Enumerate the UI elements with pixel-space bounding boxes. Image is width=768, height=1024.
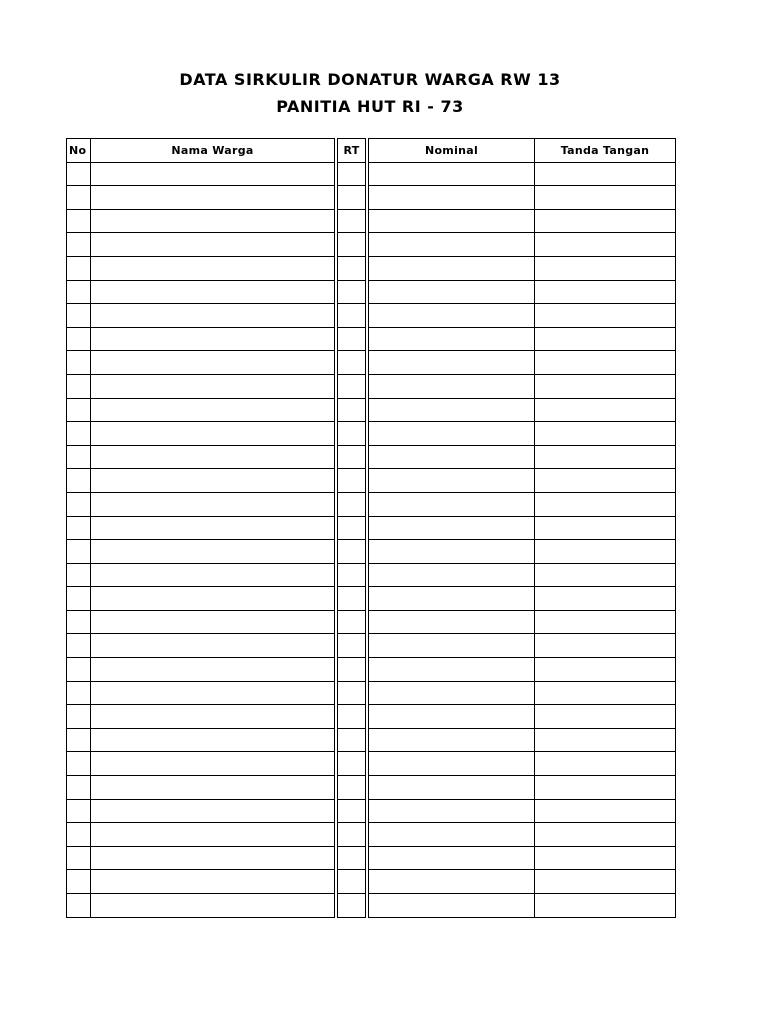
cell-no bbox=[67, 752, 91, 776]
cell-no bbox=[67, 304, 91, 328]
cell-no bbox=[67, 776, 91, 800]
cell-nominal bbox=[369, 587, 535, 611]
table-row bbox=[67, 469, 676, 493]
cell-no bbox=[67, 374, 91, 398]
cell-rt bbox=[338, 186, 366, 210]
cell-no bbox=[67, 870, 91, 894]
cell-nominal bbox=[369, 658, 535, 682]
cell-rt bbox=[338, 351, 366, 375]
cell-tanda-tangan bbox=[535, 799, 676, 823]
cell-rt bbox=[338, 846, 366, 870]
cell-nominal bbox=[369, 351, 535, 375]
cell-nama-warga bbox=[91, 823, 335, 847]
cell-nama-warga bbox=[91, 634, 335, 658]
cell-nama-warga bbox=[91, 516, 335, 540]
cell-nominal bbox=[369, 280, 535, 304]
cell-rt bbox=[338, 587, 366, 611]
cell-rt bbox=[338, 280, 366, 304]
cell-nama-warga bbox=[91, 752, 335, 776]
table-row bbox=[67, 209, 676, 233]
cell-nominal bbox=[369, 894, 535, 918]
cell-tanda-tangan bbox=[535, 327, 676, 351]
column-header-nama-warga: Nama Warga bbox=[91, 139, 335, 163]
cell-nama-warga bbox=[91, 658, 335, 682]
cell-tanda-tangan bbox=[535, 256, 676, 280]
cell-rt bbox=[338, 870, 366, 894]
table-row bbox=[67, 186, 676, 210]
cell-rt bbox=[338, 799, 366, 823]
cell-nominal bbox=[369, 681, 535, 705]
cell-nama-warga bbox=[91, 398, 335, 422]
cell-tanda-tangan bbox=[535, 752, 676, 776]
cell-no bbox=[67, 846, 91, 870]
cell-tanda-tangan bbox=[535, 634, 676, 658]
cell-nominal bbox=[369, 870, 535, 894]
cell-tanda-tangan bbox=[535, 351, 676, 375]
cell-nama-warga bbox=[91, 846, 335, 870]
cell-rt bbox=[338, 398, 366, 422]
cell-no bbox=[67, 351, 91, 375]
cell-nominal bbox=[369, 374, 535, 398]
cell-nominal bbox=[369, 256, 535, 280]
cell-tanda-tangan bbox=[535, 469, 676, 493]
cell-no bbox=[67, 162, 91, 186]
cell-nominal bbox=[369, 186, 535, 210]
cell-rt bbox=[338, 516, 366, 540]
table-row bbox=[67, 799, 676, 823]
table-row bbox=[67, 705, 676, 729]
cell-nominal bbox=[369, 327, 535, 351]
table-row bbox=[67, 233, 676, 257]
cell-rt bbox=[338, 374, 366, 398]
table-row bbox=[67, 398, 676, 422]
cell-tanda-tangan bbox=[535, 540, 676, 564]
table-row bbox=[67, 516, 676, 540]
cell-nominal bbox=[369, 563, 535, 587]
cell-nama-warga bbox=[91, 610, 335, 634]
cell-nama-warga bbox=[91, 186, 335, 210]
cell-nama-warga bbox=[91, 304, 335, 328]
cell-rt bbox=[338, 705, 366, 729]
cell-nama-warga bbox=[91, 445, 335, 469]
cell-tanda-tangan bbox=[535, 658, 676, 682]
table-row bbox=[67, 304, 676, 328]
cell-nama-warga bbox=[91, 256, 335, 280]
cell-rt bbox=[338, 776, 366, 800]
cell-nama-warga bbox=[91, 327, 335, 351]
cell-nominal bbox=[369, 492, 535, 516]
cell-no bbox=[67, 398, 91, 422]
cell-rt bbox=[338, 728, 366, 752]
cell-nominal bbox=[369, 846, 535, 870]
table-row bbox=[67, 162, 676, 186]
table-row bbox=[67, 445, 676, 469]
table-header-row bbox=[67, 139, 676, 163]
table-row bbox=[67, 894, 676, 918]
cell-no bbox=[67, 587, 91, 611]
cell-nominal bbox=[369, 752, 535, 776]
cell-rt bbox=[338, 256, 366, 280]
cell-rt bbox=[338, 445, 366, 469]
cell-tanda-tangan bbox=[535, 304, 676, 328]
cell-tanda-tangan bbox=[535, 398, 676, 422]
cell-rt bbox=[338, 752, 366, 776]
table-row bbox=[67, 634, 676, 658]
cell-nama-warga bbox=[91, 870, 335, 894]
cell-no bbox=[67, 233, 91, 257]
cell-no bbox=[67, 280, 91, 304]
cell-tanda-tangan bbox=[535, 374, 676, 398]
table-row bbox=[67, 563, 676, 587]
cell-nominal bbox=[369, 728, 535, 752]
cell-no bbox=[67, 705, 91, 729]
table-body bbox=[67, 162, 676, 917]
cell-no bbox=[67, 186, 91, 210]
table-row bbox=[67, 610, 676, 634]
cell-nominal bbox=[369, 799, 535, 823]
cell-nama-warga bbox=[91, 209, 335, 233]
table-row bbox=[67, 256, 676, 280]
cell-tanda-tangan bbox=[535, 186, 676, 210]
column-header-nominal: Nominal bbox=[369, 139, 535, 163]
table-row bbox=[67, 280, 676, 304]
cell-tanda-tangan bbox=[535, 587, 676, 611]
cell-no bbox=[67, 492, 91, 516]
cell-tanda-tangan bbox=[535, 563, 676, 587]
cell-rt bbox=[338, 233, 366, 257]
table-row bbox=[67, 351, 676, 375]
cell-no bbox=[67, 516, 91, 540]
cell-rt bbox=[338, 162, 366, 186]
cell-tanda-tangan bbox=[535, 728, 676, 752]
cell-tanda-tangan bbox=[535, 445, 676, 469]
cell-rt bbox=[338, 304, 366, 328]
cell-tanda-tangan bbox=[535, 422, 676, 446]
cell-rt bbox=[338, 610, 366, 634]
table-row bbox=[67, 846, 676, 870]
cell-rt bbox=[338, 894, 366, 918]
cell-no bbox=[67, 563, 91, 587]
cell-no bbox=[67, 422, 91, 446]
cell-tanda-tangan bbox=[535, 209, 676, 233]
table-row bbox=[67, 374, 676, 398]
cell-nama-warga bbox=[91, 280, 335, 304]
table-row bbox=[67, 540, 676, 564]
cell-tanda-tangan bbox=[535, 681, 676, 705]
cell-nominal bbox=[369, 398, 535, 422]
cell-nama-warga bbox=[91, 422, 335, 446]
cell-rt bbox=[338, 422, 366, 446]
table-row bbox=[67, 681, 676, 705]
cell-no bbox=[67, 209, 91, 233]
cell-nominal bbox=[369, 776, 535, 800]
cell-tanda-tangan bbox=[535, 776, 676, 800]
cell-rt bbox=[338, 540, 366, 564]
table-row bbox=[67, 327, 676, 351]
cell-rt bbox=[338, 634, 366, 658]
cell-nama-warga bbox=[91, 894, 335, 918]
cell-nominal bbox=[369, 540, 535, 564]
cell-tanda-tangan bbox=[535, 846, 676, 870]
document-title: DATA SIRKULIR DONATUR WARGA RW 13 bbox=[179, 70, 561, 89]
column-header-tanda-tangan: Tanda Tangan bbox=[535, 139, 676, 163]
cell-tanda-tangan bbox=[535, 233, 676, 257]
cell-nominal bbox=[369, 162, 535, 186]
cell-rt bbox=[338, 209, 366, 233]
cell-nama-warga bbox=[91, 469, 335, 493]
cell-nama-warga bbox=[91, 492, 335, 516]
table-row bbox=[67, 587, 676, 611]
cell-tanda-tangan bbox=[535, 162, 676, 186]
table-row bbox=[67, 752, 676, 776]
cell-nama-warga bbox=[91, 351, 335, 375]
cell-tanda-tangan bbox=[535, 823, 676, 847]
cell-nama-warga bbox=[91, 162, 335, 186]
donor-table bbox=[66, 138, 676, 918]
cell-no bbox=[67, 681, 91, 705]
cell-nominal bbox=[369, 445, 535, 469]
table-row bbox=[67, 823, 676, 847]
cell-no bbox=[67, 823, 91, 847]
cell-no bbox=[67, 445, 91, 469]
cell-nama-warga bbox=[91, 374, 335, 398]
cell-rt bbox=[338, 469, 366, 493]
table-row bbox=[67, 870, 676, 894]
cell-no bbox=[67, 634, 91, 658]
cell-tanda-tangan bbox=[535, 894, 676, 918]
cell-tanda-tangan bbox=[535, 705, 676, 729]
cell-nominal bbox=[369, 304, 535, 328]
cell-nominal bbox=[369, 209, 535, 233]
cell-nominal bbox=[369, 823, 535, 847]
cell-no bbox=[67, 469, 91, 493]
column-header-rt: RT bbox=[338, 139, 366, 163]
cell-nominal bbox=[369, 469, 535, 493]
cell-rt bbox=[338, 492, 366, 516]
cell-tanda-tangan bbox=[535, 280, 676, 304]
document-subtitle: PANITIA HUT RI - 73 bbox=[276, 97, 464, 116]
cell-no bbox=[67, 658, 91, 682]
cell-nominal bbox=[369, 422, 535, 446]
cell-nama-warga bbox=[91, 681, 335, 705]
cell-nama-warga bbox=[91, 705, 335, 729]
cell-no bbox=[67, 894, 91, 918]
cell-tanda-tangan bbox=[535, 492, 676, 516]
cell-nominal bbox=[369, 610, 535, 634]
table-row bbox=[67, 776, 676, 800]
cell-rt bbox=[338, 563, 366, 587]
cell-no bbox=[67, 728, 91, 752]
cell-no bbox=[67, 610, 91, 634]
cell-nominal bbox=[369, 516, 535, 540]
column-header-no: No bbox=[67, 139, 91, 163]
cell-no bbox=[67, 799, 91, 823]
cell-nama-warga bbox=[91, 540, 335, 564]
cell-nama-warga bbox=[91, 233, 335, 257]
cell-rt bbox=[338, 681, 366, 705]
cell-nama-warga bbox=[91, 776, 335, 800]
cell-tanda-tangan bbox=[535, 610, 676, 634]
cell-rt bbox=[338, 658, 366, 682]
cell-nominal bbox=[369, 233, 535, 257]
table-row bbox=[67, 728, 676, 752]
cell-rt bbox=[338, 327, 366, 351]
cell-no bbox=[67, 256, 91, 280]
table-row bbox=[67, 658, 676, 682]
cell-nama-warga bbox=[91, 728, 335, 752]
cell-nominal bbox=[369, 705, 535, 729]
cell-tanda-tangan bbox=[535, 516, 676, 540]
cell-no bbox=[67, 540, 91, 564]
cell-nominal bbox=[369, 634, 535, 658]
cell-nama-warga bbox=[91, 799, 335, 823]
table-row bbox=[67, 422, 676, 446]
cell-tanda-tangan bbox=[535, 870, 676, 894]
cell-rt bbox=[338, 823, 366, 847]
cell-nama-warga bbox=[91, 563, 335, 587]
table-row bbox=[67, 492, 676, 516]
cell-no bbox=[67, 327, 91, 351]
cell-nama-warga bbox=[91, 587, 335, 611]
